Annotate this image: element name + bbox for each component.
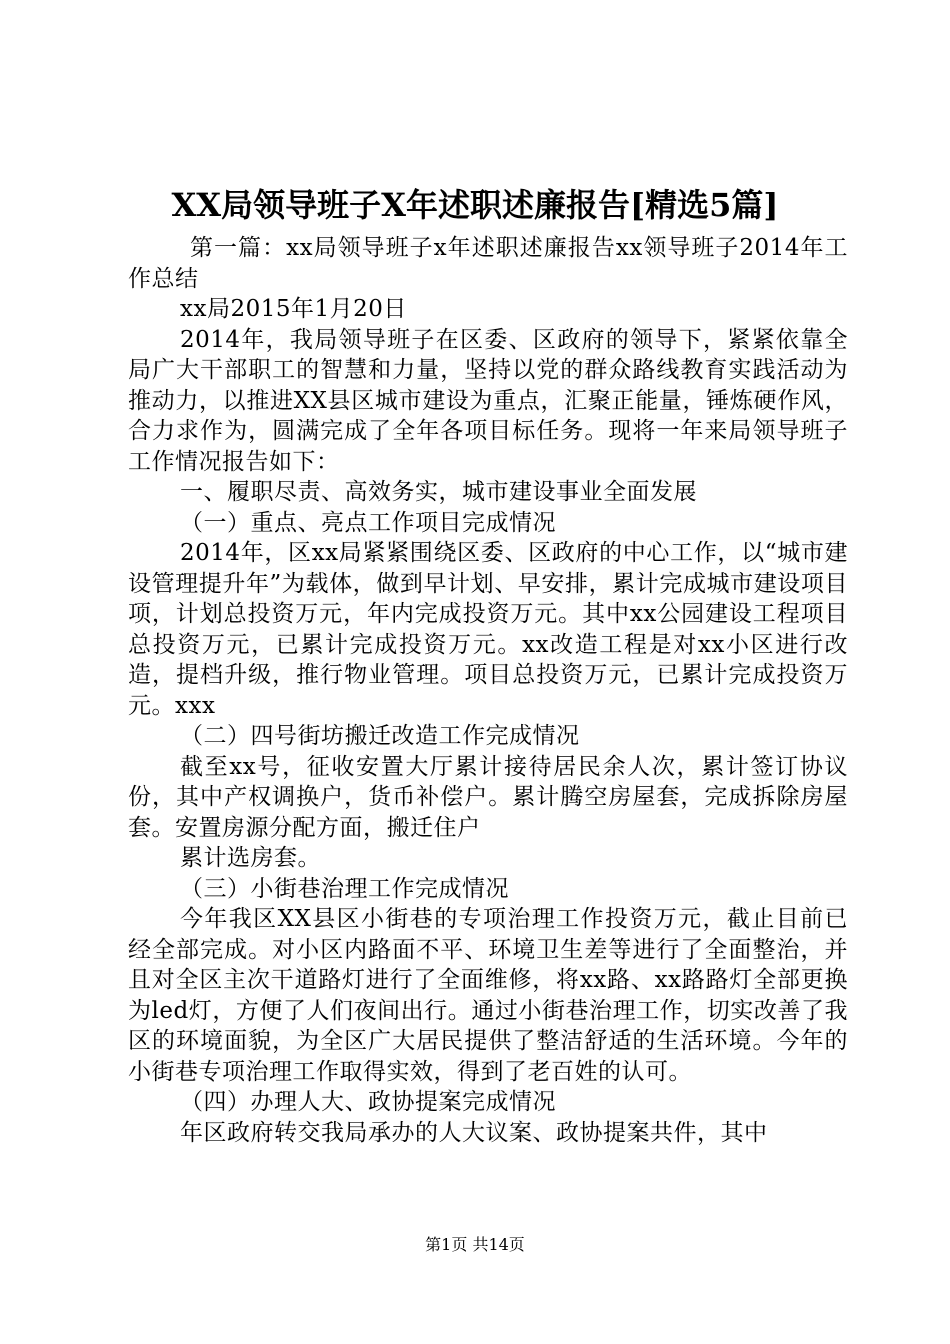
paragraph: 2014年，区xx局紧紧围绕区委、区政府的中心工作，以“城市建设管理提升年”为载体，做到早计划、早安排，累计完成城市建设项目项，计划总投资万元，年内完成投资万元。其中xx公园建设工程项目总投资万元，已累计完成投资万元。xx改造工程是对xx小区进行改造，提档升级，推行物业管理。项目总投资万元，已累计完成投资万元。xxx: [128, 540, 848, 719]
paragraph: 累计选房套。: [180, 845, 321, 871]
section-heading: 一、履职尽责、高效务实，城市建设事业全面发展: [180, 479, 697, 505]
paragraph: 年区政府转交我局承办的人大议案、政协提案共件，其中: [180, 1119, 768, 1146]
page-footer: 第1页 共14页: [425, 1235, 525, 1254]
paragraph: 截至xx号，征收安置大厅累计接待居民余人次，累计签订协议份，其中产权调换户，货币补偿户。累计腾空房屋套，完成拆除房屋套。安置房源分配方面，搬迁住户: [128, 753, 848, 841]
paragraph: xx局2015年1月20日: [180, 296, 407, 322]
paragraph: 2014年，我局领导班子在区委、区政府的领导下，紧紧依靠全局广大干部职工的智慧和力量，坚持以党的群众路线教育实践活动为推动力，以推进XX县区城市建设为重点，汇聚正能量，锤炼硬作风，合力求作为，圆满完成了全年各项目标任务。现将一年来局领导班子工作情况报告如下：: [128, 326, 848, 475]
paragraph: 第一篇：xx局领导班子x年述职述廉报告xx领导班子2014年工作总结: [128, 235, 848, 292]
paragraph: 今年我区XX县区小街巷的专项治理工作投资万元，截止目前已经全部完成。对小区内路面不平、环境卫生差等进行了全面整治，并且对全区主次干道路灯进行了全面维修，将xx路、xx路路灯全部更换为led灯，方便了人们夜间出行。通过小街巷治理工作，切实改善了我区的环境面貌，为全区广大居民提供了整洁舒适的生活环境。今年的小街巷专项治理工作取得实效，得到了老百姓的认可。: [128, 906, 848, 1085]
subsection-heading: （四）办理人大、政协提案完成情况: [180, 1089, 556, 1115]
subsection-heading: （一）重点、亮点工作项目完成情况: [180, 509, 556, 536]
document-body: [128, 233, 848, 1148]
subsection-heading: （三）小街巷治理工作完成情况: [180, 875, 509, 902]
document-title: XX局领导班子X年述职述廉报告[精选5篇]: [171, 186, 779, 224]
subsection-heading: （二）四号街坊搬迁改造工作完成情况: [180, 723, 580, 749]
